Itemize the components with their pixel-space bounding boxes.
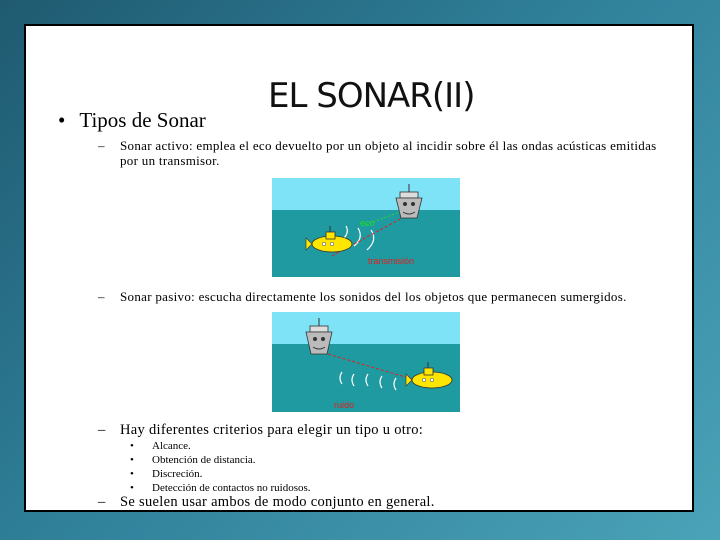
bullet-dot: • <box>58 108 66 132</box>
active-sonar-illustration <box>272 178 460 277</box>
echo-label: eco <box>360 218 375 228</box>
criteria-text: Hay diferentes criterios para elegir un tipo u otro: <box>120 422 424 438</box>
passive-sonar-illustration <box>272 312 460 412</box>
main-bullet <box>58 108 206 133</box>
slide: EL SONAR(II) • Tipos de Sonar – Sonar activo: emplea el eco devuelto por un objeto al incidir sobre él las ondas acústicas emitidas por un transmisor. eco transmisión – Sonar pasivo: escucha directamente los sonidos del los objetos que permanecen sumergidos. ruido – Hay diferentes criterios para elegir un tipo u otro: • Alcance. • Obtención de distancia. • Discreción. • Detección de contactos no ruidosos. – Se suelen usar ambos de modo conjunto en general. <box>24 24 694 512</box>
transmission-label: transmisión <box>368 256 415 266</box>
dash: – <box>98 422 106 438</box>
dash: – <box>98 494 106 510</box>
main-bullet-label: Tipos de Sonar <box>79 108 206 132</box>
noise-label: ruido <box>334 400 355 410</box>
dash: – <box>98 289 105 304</box>
dash: – <box>98 138 105 153</box>
sky <box>272 178 460 210</box>
slide-title: EL SONAR(II) <box>268 76 475 116</box>
active-sonar-text: Sonar activo: emplea el eco devuelto por un objeto al incidir sobre él las ondas acústicas emitidas por un transmisor. <box>120 138 657 168</box>
sky <box>272 312 460 344</box>
conclusion-text: Se suelen usar ambos de modo conjunto en general. <box>120 494 435 510</box>
passive-sonar-text: Sonar pasivo: escucha directamente los sonidos del los objetos que permanecen sumergidos. <box>120 289 627 304</box>
